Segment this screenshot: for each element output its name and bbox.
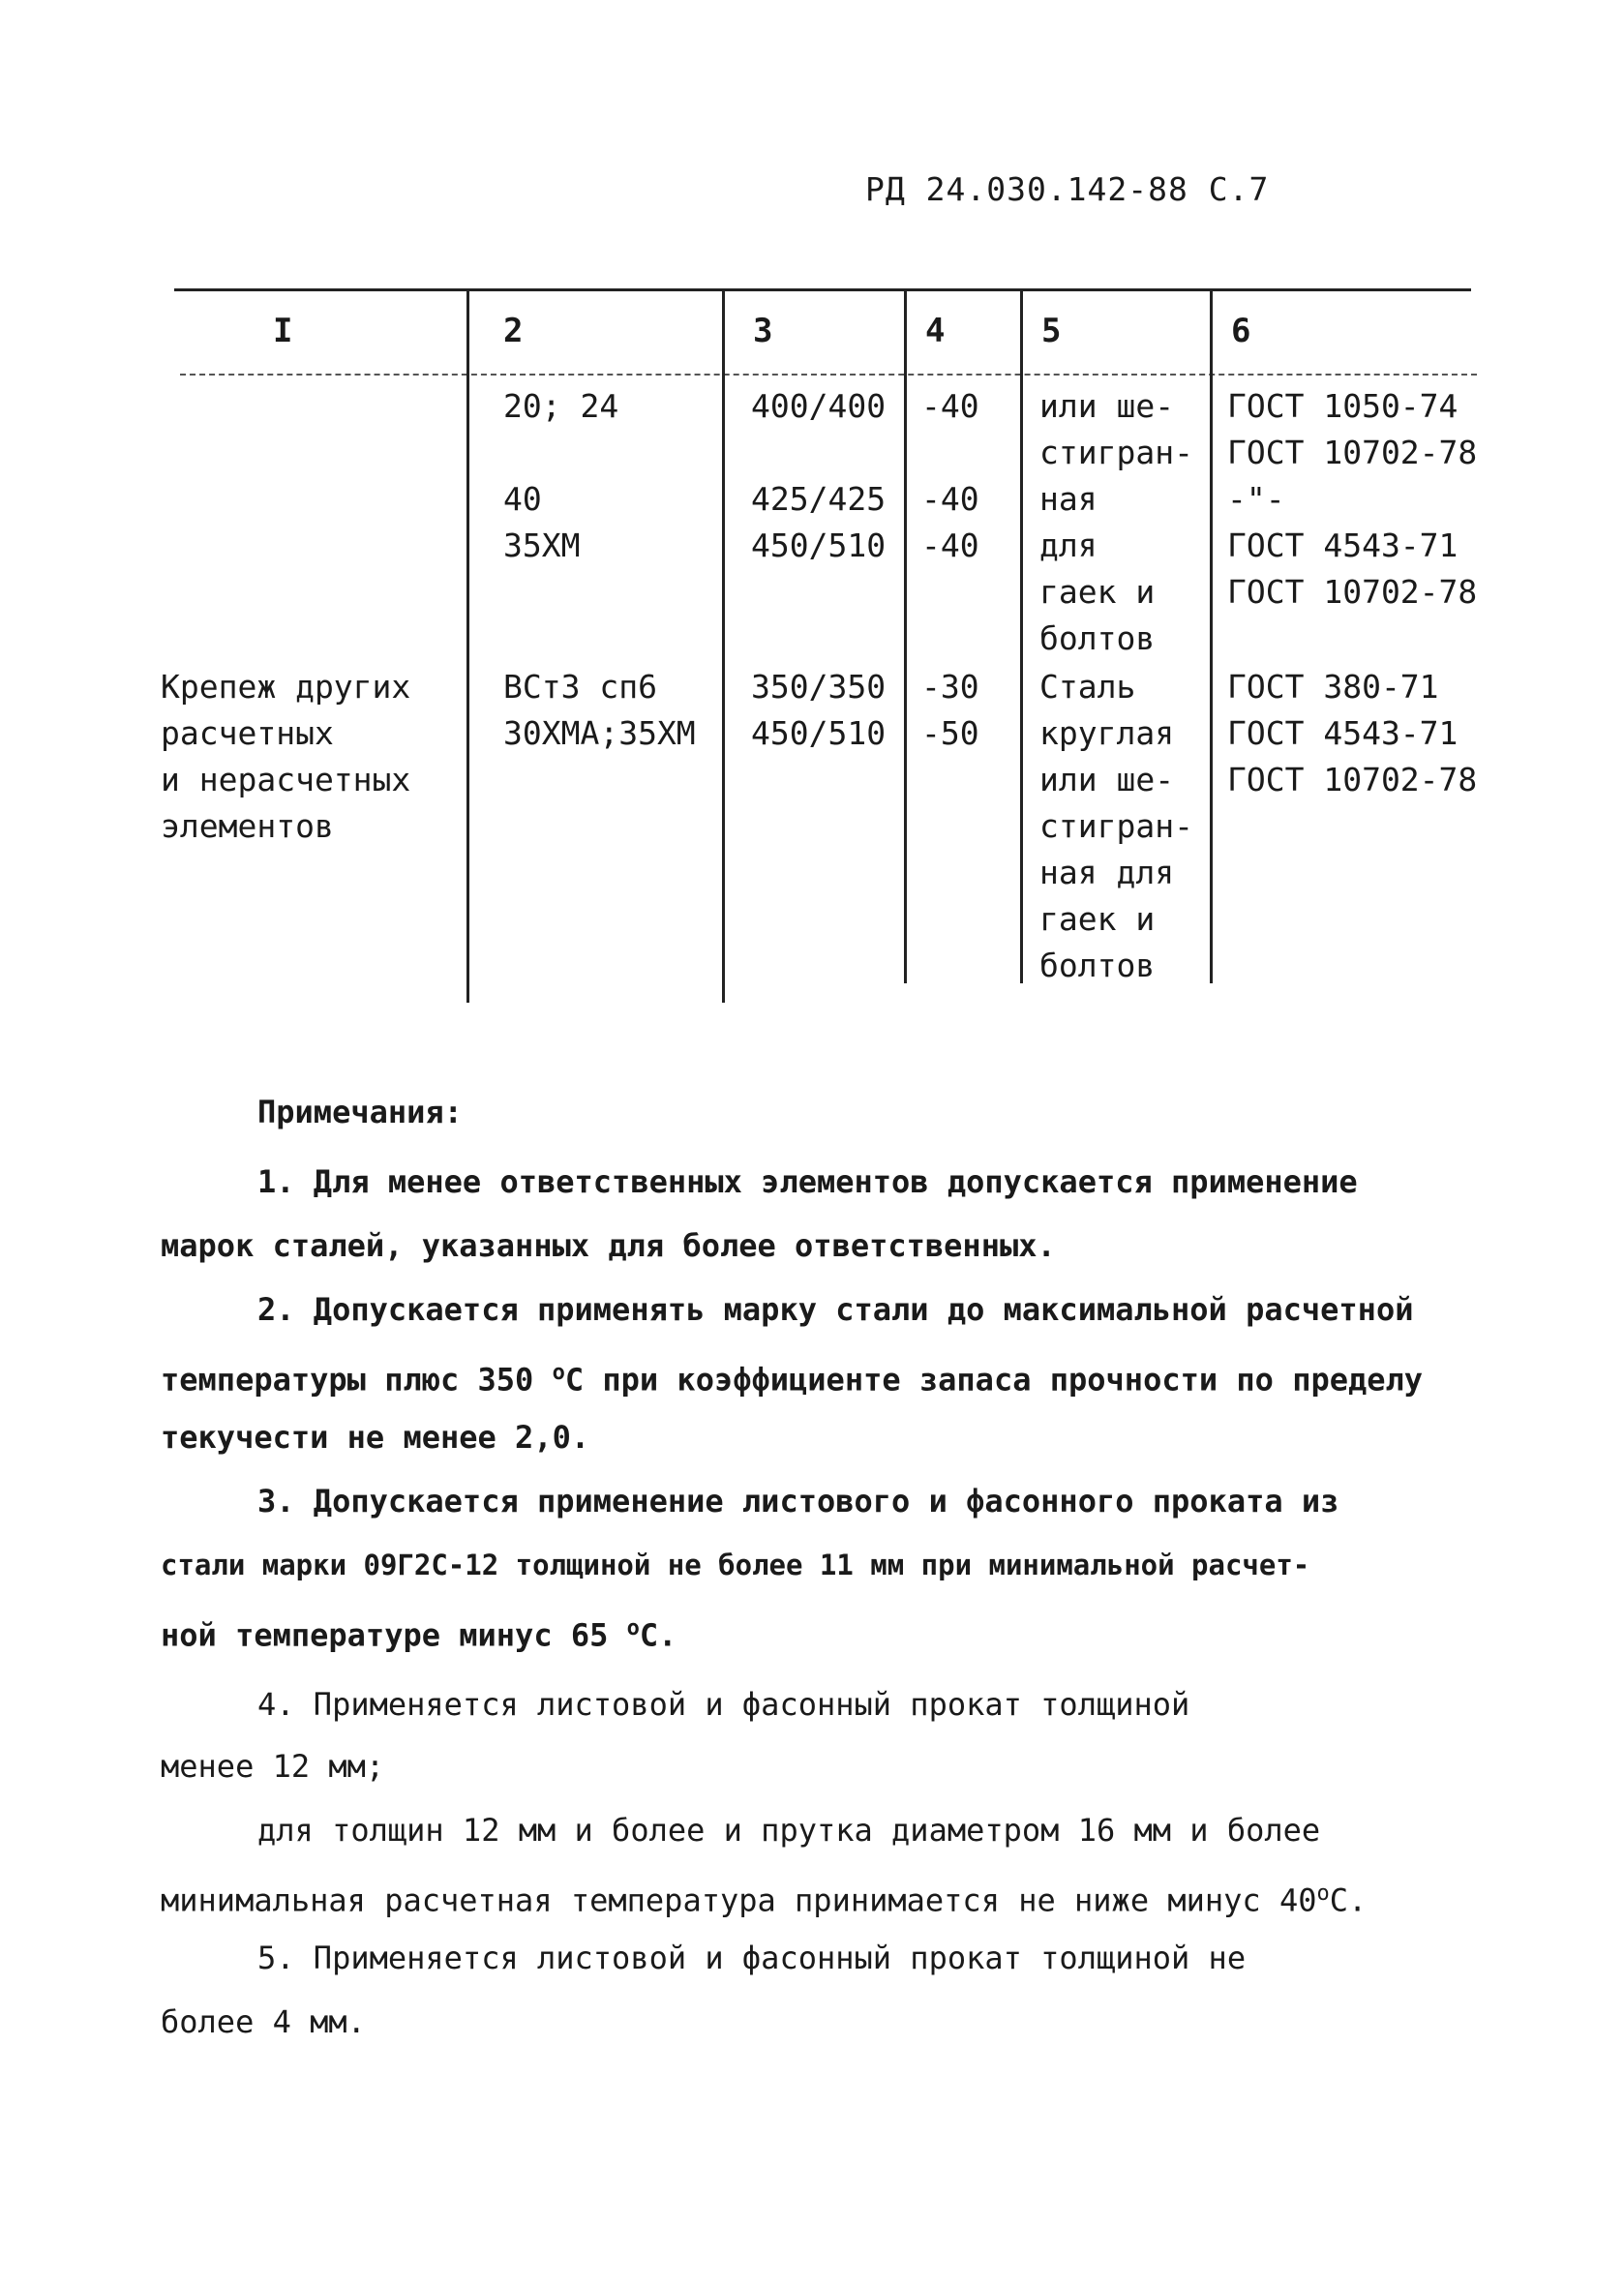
row1-col2: 20; 24 40 35ХМ: [503, 387, 619, 564]
table-header-rule: [180, 374, 1477, 376]
row2-col2: ВСт3 сп6 30ХМА;35ХМ: [503, 668, 696, 752]
row2-col6: ГОСТ 380-71 ГОСТ 4543-71 ГОСТ 10702-78: [1227, 668, 1478, 798]
note-4-text-a: минимальная расчетная температура принимается не ниже минус 40: [161, 1881, 1317, 1919]
note-5-line-2: более 4 мм.: [161, 2003, 366, 2040]
note-4-line-2: менее 12 мм;: [161, 1748, 385, 1785]
column-header-6: 6: [1231, 312, 1251, 350]
row1-col6: ГОСТ 1050-74 ГОСТ 10702-78 -"- ГОСТ 4543-71 ГОСТ 10702-78: [1227, 387, 1478, 611]
column-header-3: 3: [753, 312, 773, 350]
table-top-rule: [174, 288, 1471, 291]
note-1-line-1: 1. Для менее ответственных элементов допускается применение: [257, 1163, 1358, 1200]
note-4-text-b: С.: [1329, 1881, 1368, 1919]
page-header: РД 24.030.142-88 С.7: [865, 170, 1270, 208]
row2-col4: -30 -50: [921, 668, 979, 752]
note-2-text-a: температуры плюс 350: [161, 1361, 553, 1399]
column-divider-3: [904, 290, 907, 983]
column-divider-4: [1020, 290, 1023, 983]
row2-col1: Крепеж других расчетных и нерасчетных элементов: [161, 668, 411, 845]
column-divider-5: [1210, 290, 1213, 983]
note-3-line-3: [161, 1597, 677, 1668]
note-1-line-2: марок сталей, указанных для более ответственных.: [161, 1227, 1056, 1264]
column-header-5: 5: [1041, 312, 1062, 350]
note-3-line-2: стали марки 09Г2С-12 толщиной не более 11 мм при минимальной расчет-: [161, 1549, 1310, 1581]
row2-col5: Сталь круглая или ше- стигран- ная для гаек и болтов: [1039, 668, 1193, 984]
column-header-4: 4: [925, 312, 946, 350]
note-2-line-2: [161, 1341, 1423, 1412]
notes-title: Примечания:: [257, 1094, 463, 1130]
column-divider-1: [466, 290, 469, 1003]
note-3-line-1: 3. Допускается применение листового и фасонного проката из: [257, 1483, 1339, 1520]
row1-col5: или ше- стигран- ная для гаек и болтов: [1039, 387, 1193, 657]
column-divider-2: [722, 290, 725, 1003]
degree-sign: о: [1316, 1881, 1330, 1906]
column-header-1: I: [273, 312, 293, 350]
note-4-line-4: [161, 1862, 1367, 1933]
note-4-line-3: для толщин 12 мм и более и прутка диаметром 16 мм и более: [257, 1812, 1321, 1849]
note-3-text-b: С.: [639, 1616, 677, 1654]
note-3-text-a: ной температуре минус 65: [161, 1616, 627, 1654]
note-5-line-1: 5. Применяется листовой и фасонный прокат толщиной не: [257, 1940, 1247, 1976]
note-2-line-1: 2. Допускается применять марку стали до максимальной расчетной: [257, 1291, 1414, 1328]
row2-col3: 350/350 450/510: [751, 668, 887, 752]
note-2-text-b: С при коэффициенте запаса прочности по пределу: [564, 1361, 1424, 1399]
degree-sign: о: [552, 1361, 565, 1385]
degree-sign: о: [626, 1616, 640, 1640]
column-header-2: 2: [503, 312, 524, 350]
note-2-line-3: текучести не менее 2,0.: [161, 1419, 590, 1456]
note-4-line-1: 4. Применяется листовой и фасонный прокат толщиной: [257, 1686, 1190, 1723]
row1-col4: -40 -40 -40: [921, 387, 979, 564]
row1-col3: 400/400 425/425 450/510: [751, 387, 887, 564]
